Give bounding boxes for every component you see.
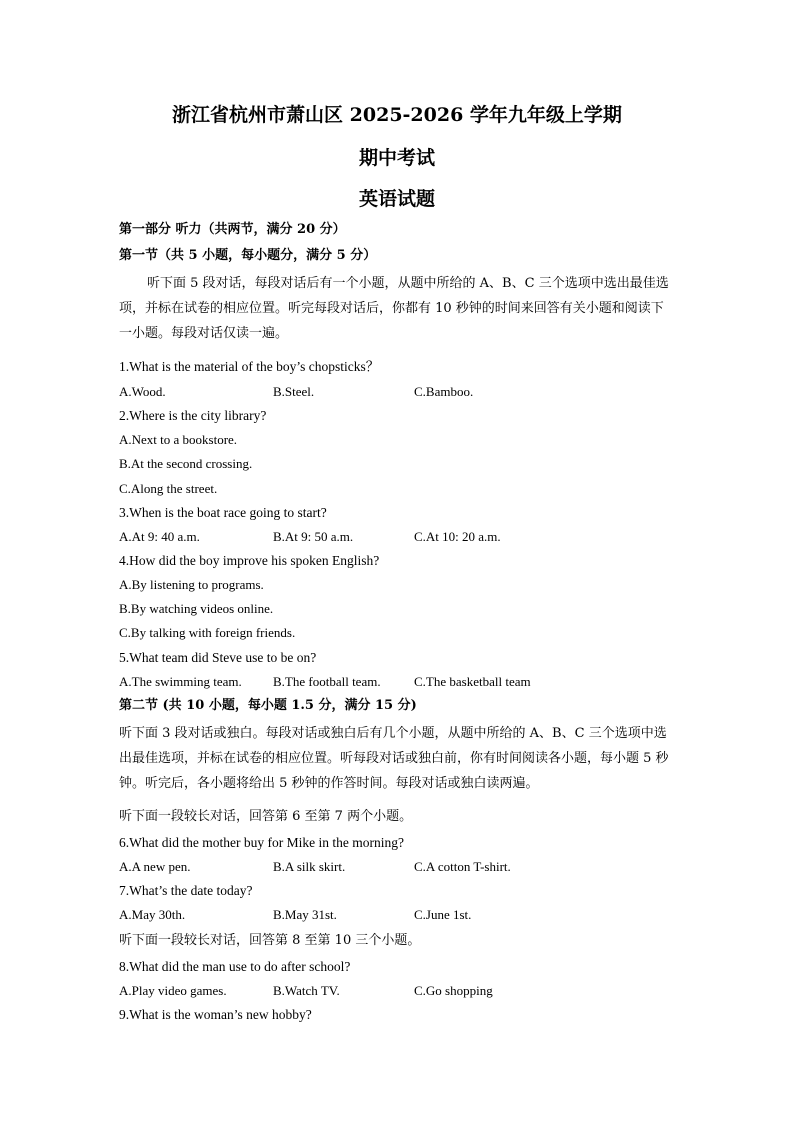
question-4-stem: 4.How did the boy improve his spoken English? [119,553,380,568]
question-6-stem: 6.What did the mother buy for Mike in the morning? [119,835,404,850]
exam-title: 浙江省杭州市萧山区 2025-2026 学年九年级上学期 [172,104,622,126]
question-1-option-c: C.Bamboo. [414,384,474,399]
section2-instructions: 听下面 3 段对话或独白。每段对话或独白后有几个小题，从题中所给的 A、B、C 三个选项中选出最佳选项，并标在试卷的相应位置。听每段对话或独白前，你有时间阅读各小题，每小题 5 秒钟。听完后，各小题将给出 5 秒钟的作答时间。每段对话或独白读两遍。 [119,726,669,791]
question-7-option-b: B.May 31st. [273,907,337,922]
question-2-option-b: B.At the second crossing. [119,456,253,471]
part1-heading: 第一部分 听力（共两节，满分 20 分） [119,222,346,237]
question-1-option-b: B.Steel. [273,384,315,399]
section1-heading: 第一节（共 5 小题，每小题分，满分 5 分） [119,248,377,263]
question-4-option-a: A.By listening to programs. [119,577,264,592]
question-8-option-b: B.Watch TV. [273,983,340,998]
note-questions-6-7: 听下面一段较长对话，回答第 6 至第 7 两个小题。 [119,809,413,824]
section2-heading: 第二节 (共 10 小题，每小题 1.5 分，满分 15 分) [119,698,417,713]
question-8-stem: 8.What did the man use to do after school? [119,959,351,974]
question-5-option-b: B.The football team. [273,674,381,689]
question-5-stem: 5.What team did Steve use to be on? [119,650,317,665]
question-5-option-a: A.The swimming team. [119,674,242,689]
question-8-option-a: A.Play video games. [119,983,227,998]
question-9-stem: 9.What is the woman’s new hobby? [119,1007,312,1022]
question-2-option-a: A.Next to a bookstore. [119,432,238,447]
question-2-option-c: C.Along the street. [119,481,218,496]
question-4-option-b: B.By watching videos online. [119,601,274,616]
exam-subtitle: 期中考试 [358,147,435,169]
note-questions-8-10: 听下面一段较长对话，回答第 8 至第 10 三个小题。 [119,933,421,948]
question-6-option-a: A.A new pen. [119,859,191,874]
question-6-option-b: B.A silk skirt. [273,859,346,874]
question-2-stem: 2.Where is the city library? [119,408,267,423]
question-7-option-c: C.June 1st. [414,907,472,922]
question-1-stem: 1.What is the material of the boy’s chopsticks？ [119,359,380,374]
section1-instructions: 听下面 5 段对话，每段对话后有一个小题，从题中所给的 A、B、C 三个选项中选出最佳选项，并标在试卷的相应位置。听完每段对话后，你都有 10 秒钟的时间来回答有关小题和阅读下一小题。每段对话仅读一遍。 [119,276,669,341]
question-6-option-c: C.A cotton T-shirt. [414,859,511,874]
question-3-stem: 3.When is the boat race going to start? [119,505,327,520]
question-7-option-a: A.May 30th. [119,907,186,922]
question-8-option-c: C.Go shopping [414,983,493,998]
question-3-option-c: C.At 10: 20 a.m. [414,529,501,544]
subject-title: 英语试题 [358,188,435,210]
question-4-option-c: C.By talking with foreign friends. [119,625,296,640]
question-7-stem: 7.What’s the date today? [119,883,253,898]
question-5-option-c: C.The basketball team [414,674,531,689]
question-1-option-a: A.Wood. [119,384,166,399]
question-3-option-a: A.At 9: 40 a.m. [119,529,200,544]
question-3-option-b: B.At 9: 50 a.m. [273,529,354,544]
